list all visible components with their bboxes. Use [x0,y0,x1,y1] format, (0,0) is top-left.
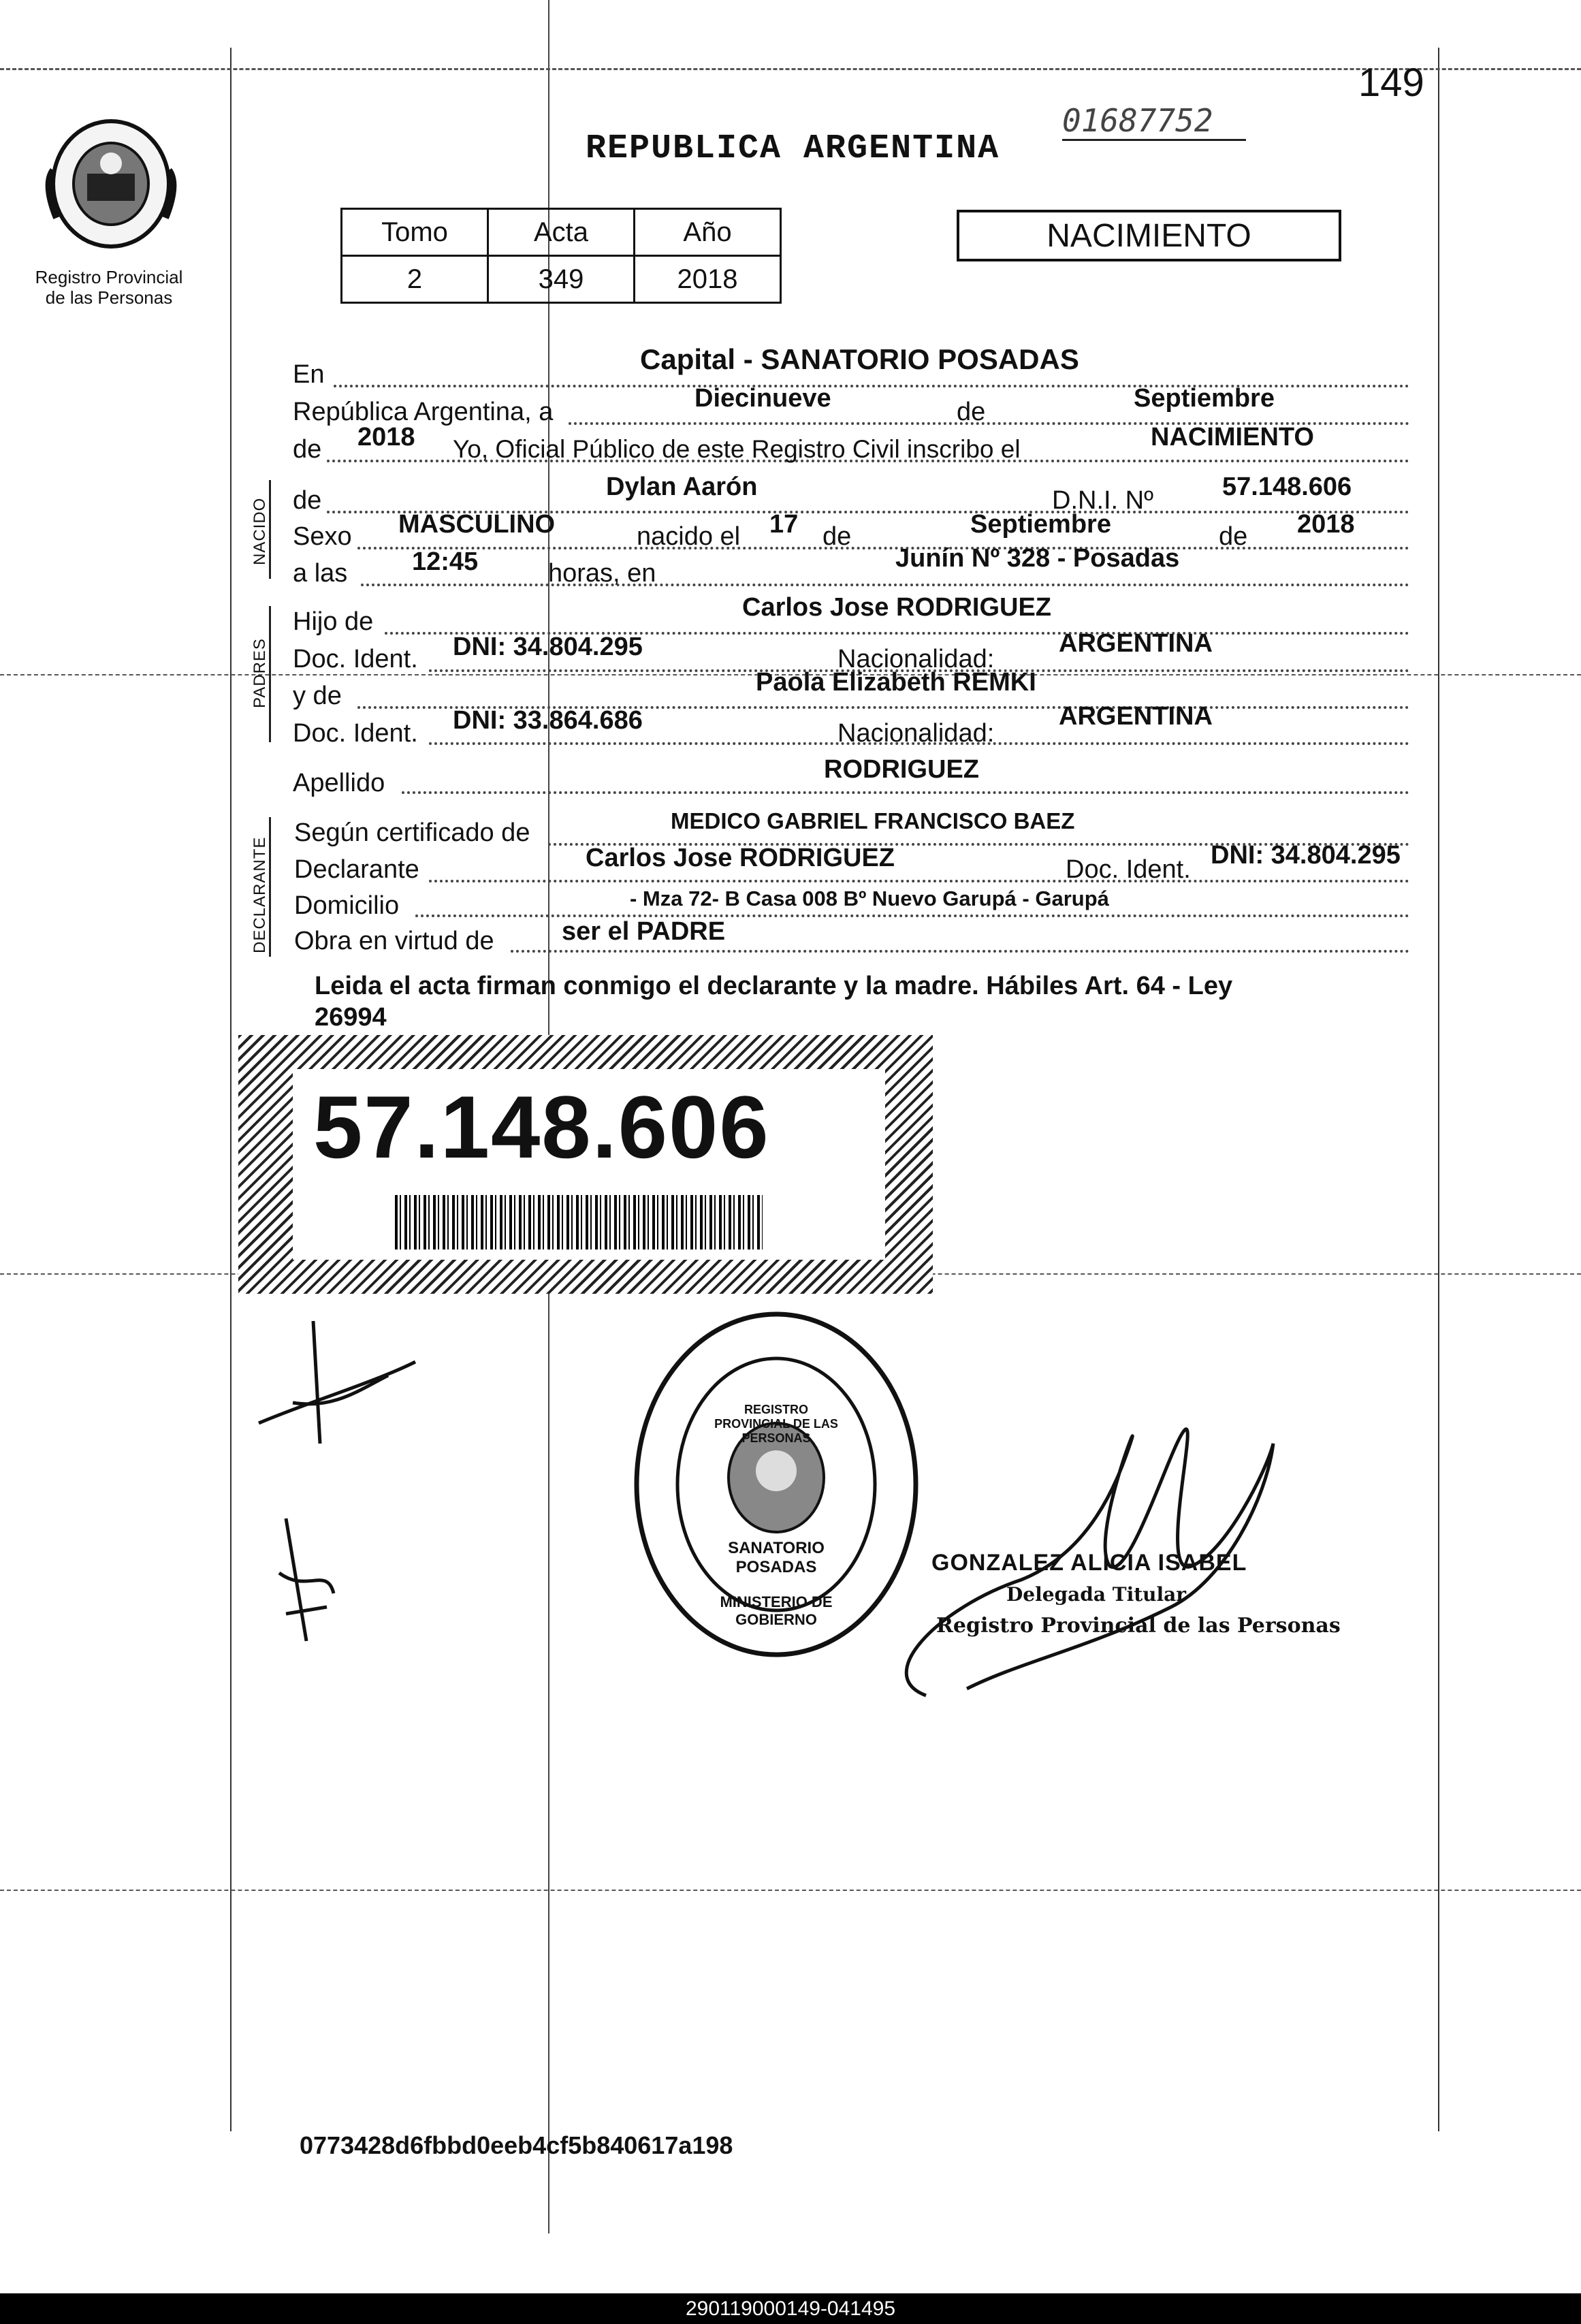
closing-line2: 26994 [315,1003,387,1032]
dni-sticker-inner [293,1069,885,1260]
segun-label: Según certificado de [294,818,530,847]
stamp-inner-text: SANATORIO POSADAS [728,1539,825,1576]
tipo-value: NACIMIENTO [1151,423,1314,451]
anio-value: 2018 [635,256,781,303]
padre-doc-label: Doc. Ident. [293,645,418,673]
signature-mark-1 [252,1307,429,1457]
madre-doc-value: DNI: 33.864.686 [453,706,643,735]
nacido-de2-label: de [823,522,852,551]
logo-caption [20,267,197,308]
section-label-nacido: NACIDO [251,497,269,565]
province-logo [39,116,182,252]
signature-mark-2 [259,1512,354,1648]
madre-doc-label: Doc. Ident. [293,719,418,748]
sexo-label: Sexo [293,522,352,551]
closing-line1: Leida el acta firman conmigo el declarante y la madre. Hábiles Art. 64 - Ley [315,972,1233,1000]
footer-bar [0,2293,1581,2324]
madre-value: Paola Elizabeth REMKI [756,668,1036,697]
section-label-padres: PADRES [251,638,269,708]
act-type-box: NACIMIENTO [957,210,1341,261]
madre-nac-value: ARGENTINA [1059,702,1213,731]
acta-header: Acta [488,209,635,256]
republica-label: República Argentina, a [293,398,554,426]
stamp-bottom-text: MINISTERIO DE GOBIERNO [720,1593,833,1628]
obra-label: Obra en virtud de [294,927,494,955]
dni-sticker [238,1035,933,1294]
logo-caption-line2: de las Personas [45,287,173,308]
logo-caption-line1: Registro Provincial [35,267,183,287]
anio-header: Año [635,209,781,256]
fold-dash-3 [0,1890,1581,1891]
barcode-icon [395,1195,763,1249]
mes-value: Septiembre [1134,384,1275,413]
declarante-doc-label: Doc. Ident. [1066,855,1191,884]
certificado-value: MEDICO GABRIEL FRANCISCO BAEZ [671,808,1075,833]
madre-nac-label: Nacionalidad: [837,719,995,748]
signer-name: GONZALEZ ALICIA ISABEL [931,1550,1247,1576]
hora-value: 12:45 [412,547,479,576]
padre-value: Carlos Jose RODRIGUEZ [742,593,1051,622]
dni-label: D.N.I. Nº [1052,486,1153,515]
apellido-label: Apellido [293,769,385,797]
nacido-lugar-value: Junín Nº 328 - Posadas [895,544,1180,573]
dia-value: Diecinueve [694,384,831,413]
alas-label: a las [293,559,348,588]
nacido-de-label: de [293,486,322,515]
country-title: REPUBLICA ARGENTINA [586,129,1000,168]
signer-office: Registro Provincial de las Personas [936,1614,1341,1638]
document-hash: 0773428d6fbbd0eeb4cf5b840617a198 [300,2131,733,2159]
nacido-dia-value: 17 [769,510,799,539]
sexo-value: MASCULINO [398,510,556,539]
margin-line-right [1438,48,1439,2131]
horas-label: horas, en [548,559,656,588]
domicilio-value: - Mza 72- B Casa 008 Bº Nuevo Garupá - Garupá [630,887,1109,910]
margin-line-left [230,48,231,2131]
fold-dash-top [0,68,1581,70]
dotted-line [402,791,1409,794]
nacido-el-label: nacido el [637,522,741,551]
dotted-line [429,880,1409,882]
anio-value: 2018 [357,423,415,451]
nombre-value: Dylan Aarón [606,473,758,501]
tomo-header: Tomo [342,209,488,256]
dotted-line [357,547,1409,550]
padre-nac-value: ARGENTINA [1059,629,1213,658]
nacido-de3-label: de [1219,522,1248,551]
padre-doc-value: DNI: 34.804.295 [453,633,643,661]
de2-label: de [293,435,322,464]
lugar-value: Capital - SANATORIO POSADAS [640,343,1079,375]
de-label: de [957,398,986,426]
tomo-value: 2 [342,256,488,303]
stamp-outer-text: REGISTRO PROVINCIAL DE LAS PERSONAS [714,1403,838,1445]
footer-id: 290119000149-041495 [685,2297,896,2320]
oficial-label: Yo, Oficial Público de este Registro Civil inscribo el [453,435,1021,463]
tomo-table [340,208,782,304]
dotted-line [361,584,1409,586]
declarante-doc-value: DNI: 34.804.295 [1211,841,1401,870]
folio-number: 149 [1358,61,1424,105]
en-label: En [293,360,325,389]
declarante-label: Declarante [294,855,419,884]
nacido-anio-value: 2018 [1297,510,1355,539]
nacido-mes-value: Septiembre [970,510,1111,539]
dni-value: 57.148.606 [1222,473,1352,501]
obra-value: ser el PADRE [562,917,726,946]
acta-value: 349 [488,256,635,303]
closing-text [315,970,1232,1033]
dotted-line [511,950,1409,953]
hijo-label: Hijo de [293,607,374,636]
signer-role: Delegada Titular [1006,1583,1187,1606]
declarante-value: Carlos Jose RODRIGUEZ [586,844,895,872]
apellido-value: RODRIGUEZ [824,755,979,784]
yde-label: y de [293,682,342,710]
padre-nac-label: Nacionalidad: [837,645,995,673]
seal-icon [39,116,182,252]
serial-number: 01687752 [1062,102,1246,141]
dni-sticker-number: 57.148.606 [313,1077,770,1177]
section-label-declarante: DECLARANTE [251,836,269,953]
domicilio-label: Domicilio [294,891,400,920]
